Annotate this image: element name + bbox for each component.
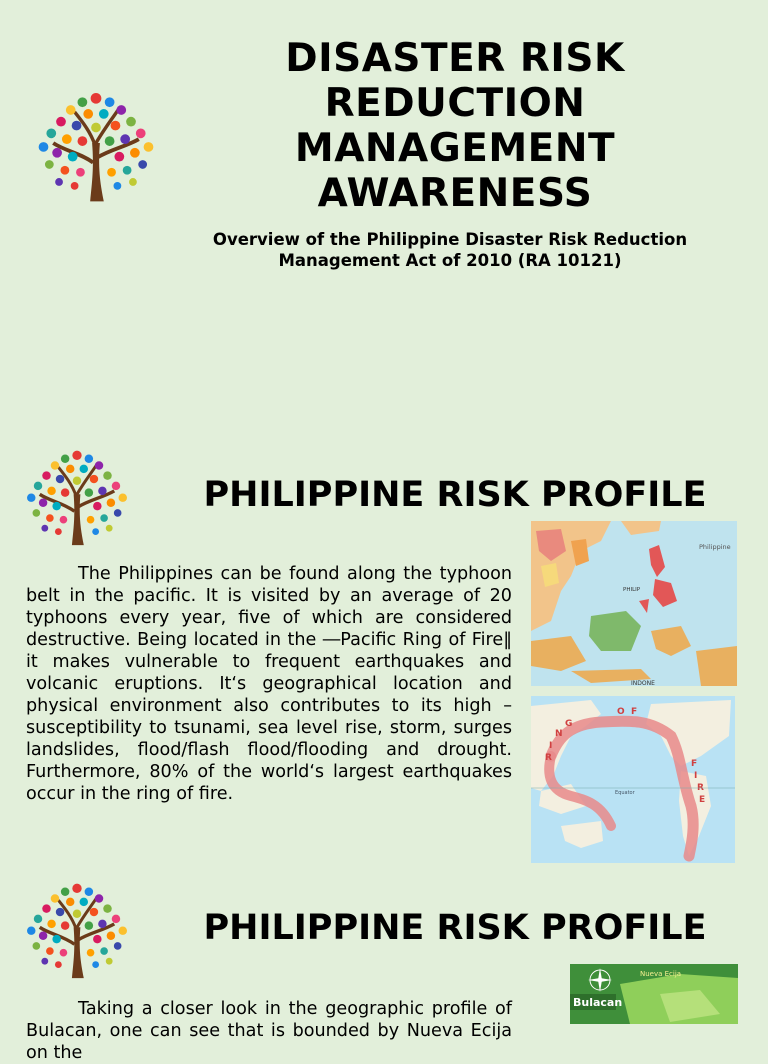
map-label-nueva-ecija: Nueva Ecija: [640, 970, 682, 978]
ring-letter: F: [631, 707, 638, 717]
page-subtitle: Overview of the Philippine Disaster Risk Reduction Management Act of 2010 (RA 10121): [212, 230, 688, 270]
ring-of-fire-map: [531, 696, 735, 863]
ring-letter: I: [694, 771, 698, 781]
equator-label: Equator: [615, 790, 635, 796]
ring-letter: N: [555, 729, 563, 739]
body-paragraph: Taking a closer look in the geographic profile of Bulacan, one can see that is bounded by Nueva Ecija on the: [26, 999, 512, 1063]
slide-title: [0, 0, 768, 430]
map-sea-label: Philippine: [699, 543, 731, 551]
southeast-asia-map: [531, 521, 737, 686]
section-heading: PHILIPPINE RISK PROFILE: [203, 475, 707, 515]
hand-tree-icon: [16, 873, 138, 985]
section-heading: PHILIPPINE RISK PROFILE: [203, 908, 707, 948]
slide-risk-profile-2: [0, 865, 768, 1063]
page-title: DISASTER RISK REDUCTION MANAGEMENT AWARENESS: [285, 36, 625, 216]
ring-letter: I: [549, 741, 553, 751]
slide-risk-profile-1: [0, 430, 768, 865]
body-paragraph: The Philippines can be found along the typhoon belt in the pacific. It is visited by an average of 20 typhoons every year, five of which are considered destructive. Being located in the ―Pacific Ring of Fire‖ it makes vulnerable to frequent earthquakes and volcanic eruptions. It‘s geographical location and physical environment also contributes to its high – susceptibility to tsunami, sea level rise, storm, surges landslides, flood/flash flood/flooding and drought. Furthermore, 80% of the world‘s largest earthquakes occur in the ring of fire.: [26, 564, 512, 804]
ring-letter: G: [565, 719, 573, 729]
bulacan-map: [570, 964, 738, 1024]
hand-tree-icon: [16, 440, 138, 552]
map-region-label-indonesia: INDONE: [631, 680, 655, 687]
map-label-bulacan: Bulacan: [573, 996, 623, 1009]
ring-letter: F: [691, 759, 698, 769]
hand-tree-icon: [26, 80, 166, 210]
map-region-label-philippines: PHILIP: [623, 587, 641, 593]
ring-letter: R: [545, 753, 552, 763]
ring-letter: O: [617, 707, 625, 717]
ring-letter: R: [697, 783, 704, 793]
ring-letter: E: [699, 795, 706, 805]
